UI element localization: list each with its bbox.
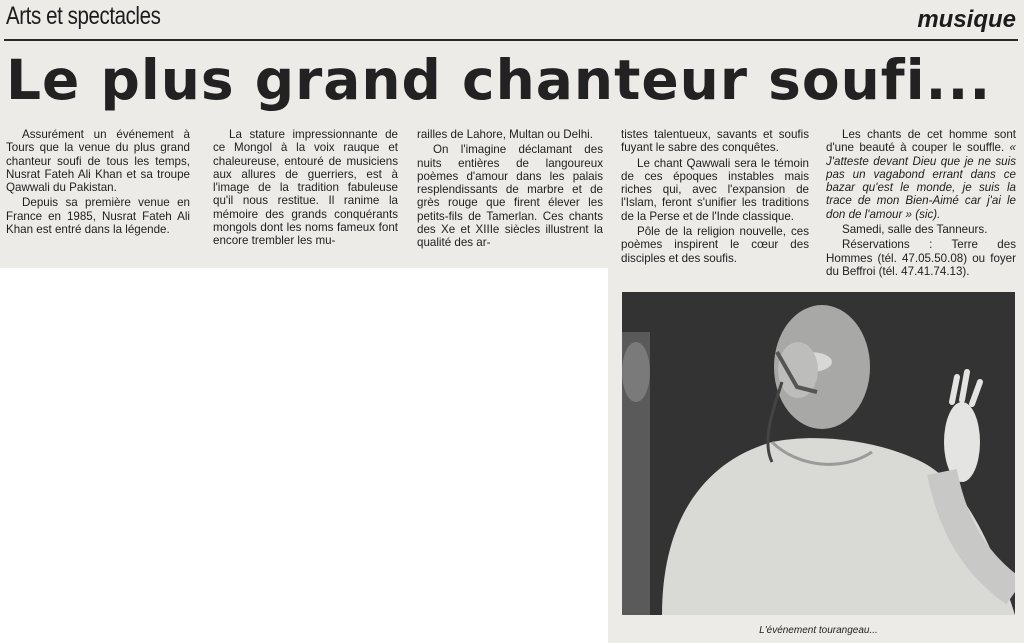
article-column-5 (826, 128, 1016, 278)
reservations-line: Réservations : Terre des Hommes (tél. 47.05.50.08) ou foyer du Beffroi (tél. 47.41.74.13). (826, 238, 1016, 278)
article-column-4 (621, 128, 809, 265)
paragraph (826, 128, 1016, 221)
paragraph: On l'imagine déclamant des nuits entières de langoureux poèmes d'amour dans les palais resplendissants de marbre et de grès rouge que firent élever les petits-fils de Tamerlan. Ces chants des Xe et XIIIe siècles illustrent la qualité des ar- (417, 143, 603, 250)
singer-photo-illustration (622, 292, 1015, 615)
photo-caption: L'événement tourangeau... (759, 625, 878, 636)
paragraph: Le chant Qawwali sera le témoin de ces époques instables mais riches qui, avec l'expansion de l'Islam, feront s'unifier les traditions de la Perse et de l'Inde classique. (621, 156, 809, 223)
singer-photo (622, 292, 1015, 615)
article-column-3 (417, 128, 603, 250)
article-column-2 (213, 128, 398, 248)
rubric-label: musique (917, 6, 1016, 33)
paragraph: tistes talentueux, savants et soufis fuyant le sabre des conquêtes. (621, 128, 809, 155)
quote-text: « J'atteste devant Dieu que je ne suis pas un vagabond errant dans ce bazar qu'est le monde, je suis la trace de mon Bien-Aimé car j'ai le don de l'amour » (sic). (826, 141, 1016, 221)
paragraph: La stature impressionnante de ce Mongol à la voix rauque et chaleureuse, entouré de musiciens aux allures de guerriers, est à l'image de la tradition fabuleuse qu'il nous restitue. Il ranime la mémoire des grands conquérants mongols dont les noms fameux font encore trembler les mu- (213, 128, 398, 248)
headline: Le plus grand chanteur soufi... (6, 48, 992, 112)
venue-line: Samedi, salle des Tanneurs. (842, 223, 988, 237)
article-column-1 (6, 128, 190, 236)
intro-text: Les chants de cet homme sont d'une beauté à couper le souffle. (826, 128, 1016, 155)
header-rule (4, 39, 1018, 41)
paragraph: Assurément un événement à Tours que la venue du plus grand chanteur soufi de tous les temps, Nusrat Fateh Ali Khan et sa troupe Qawwali du Pakistan. (6, 128, 190, 195)
paragraph: railles de Lahore, Multan ou Delhi. (417, 128, 593, 141)
paragraph: Pôle de la religion nouvelle, ces poèmes inspirent le cœur des disciples et des soufis. (621, 225, 809, 265)
section-title: Arts et spectacles (6, 2, 161, 30)
paragraph: Depuis sa première venue en France en 1985, Nusrat Fateh Ali Khan est entré dans la légende. (6, 196, 190, 237)
